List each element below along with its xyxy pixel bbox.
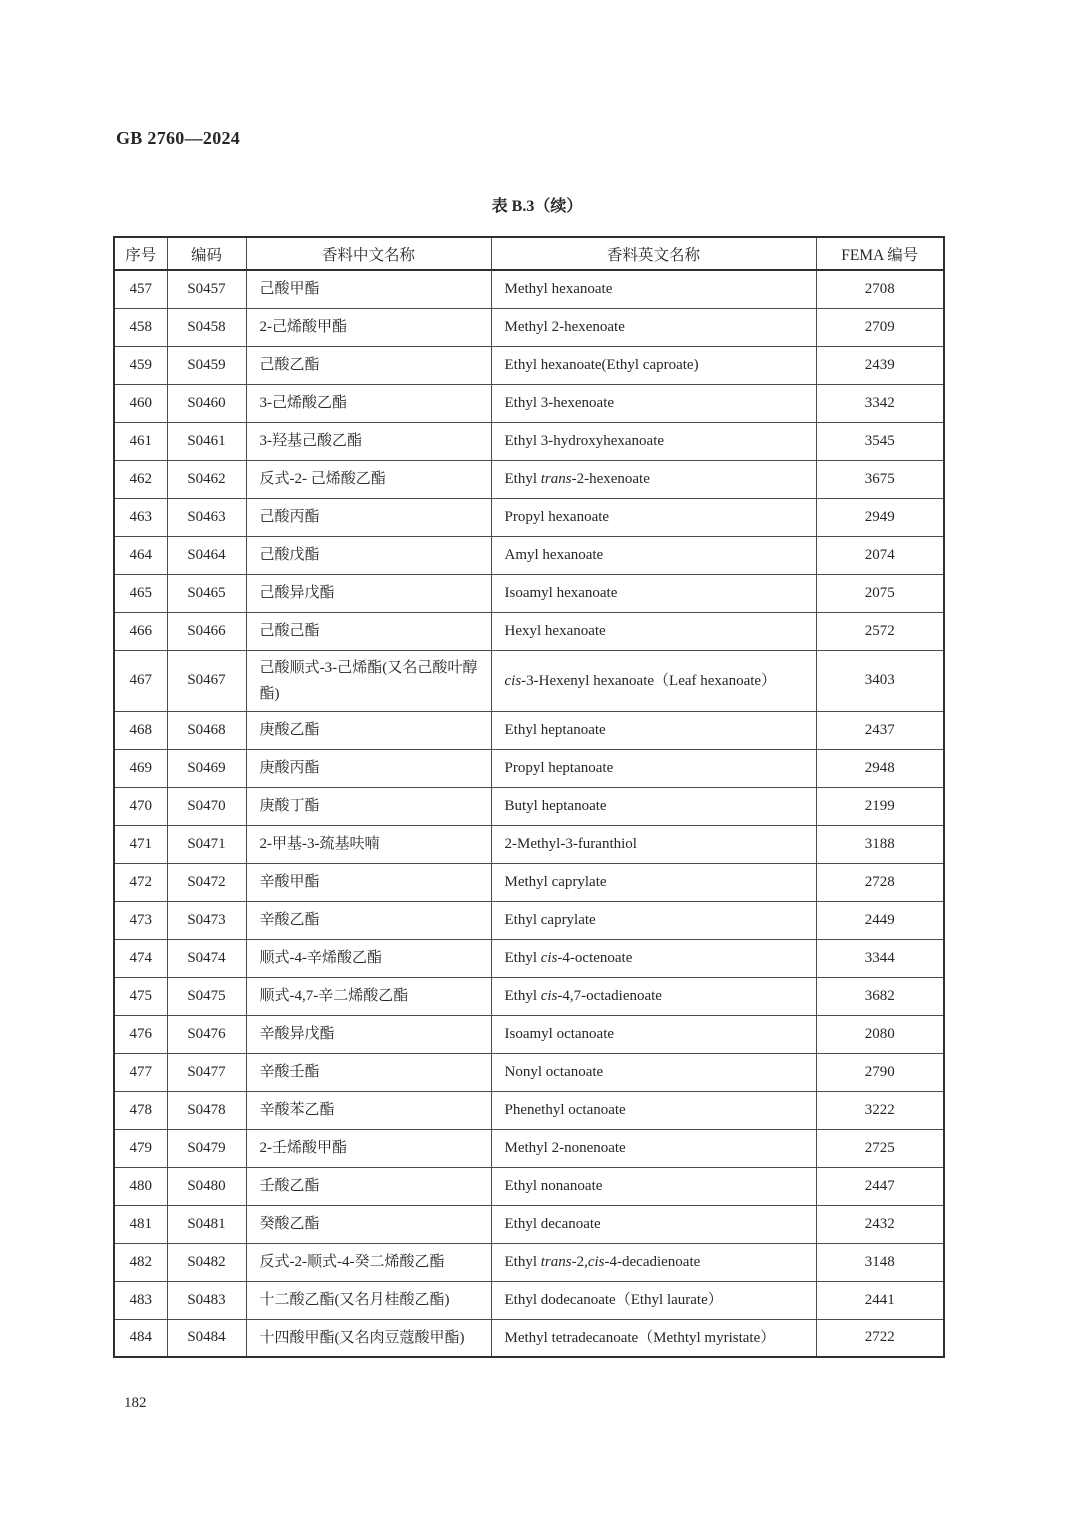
cell-en-name: Amyl hexanoate	[491, 536, 816, 574]
cell-code: S0469	[167, 749, 246, 787]
table-row	[114, 270, 944, 308]
cell-code: S0459	[167, 346, 246, 384]
header-cell-fema: FEMA 编号	[816, 237, 944, 270]
table-body	[114, 270, 944, 1357]
cell-serial: 479	[114, 1129, 167, 1167]
cell-serial: 466	[114, 612, 167, 650]
cell-code: S0465	[167, 574, 246, 612]
cell-fema: 3545	[816, 422, 944, 460]
cell-code: S0458	[167, 308, 246, 346]
cell-serial: 461	[114, 422, 167, 460]
cell-fema: 2075	[816, 574, 944, 612]
cell-code: S0461	[167, 422, 246, 460]
table-row	[114, 977, 944, 1015]
cell-en-name: Butyl heptanoate	[491, 787, 816, 825]
table-row	[114, 460, 944, 498]
cell-cn-name: 2-壬烯酸甲酯	[246, 1129, 491, 1167]
cell-cn-name: 庚酸乙酯	[246, 711, 491, 749]
cell-serial: 473	[114, 901, 167, 939]
cell-cn-name: 庚酸丙酯	[246, 749, 491, 787]
cell-code: S0480	[167, 1167, 246, 1205]
cell-serial: 469	[114, 749, 167, 787]
table-row	[114, 863, 944, 901]
cell-serial: 474	[114, 939, 167, 977]
table-header-row	[114, 237, 944, 270]
cell-cn-name: 己酸戊酯	[246, 536, 491, 574]
cell-code: S0466	[167, 612, 246, 650]
table-row	[114, 787, 944, 825]
table-row	[114, 1167, 944, 1205]
cell-code: S0476	[167, 1015, 246, 1053]
cell-serial: 457	[114, 270, 167, 308]
cell-cn-name: 顺式-4-辛烯酸乙酯	[246, 939, 491, 977]
table-row	[114, 346, 944, 384]
flavor-table	[113, 236, 945, 1358]
cell-en-name: Ethyl hexanoate(Ethyl caproate)	[491, 346, 816, 384]
cell-serial: 480	[114, 1167, 167, 1205]
header-cell-code: 编码	[167, 237, 246, 270]
table-row	[114, 422, 944, 460]
page-number: 182	[124, 1395, 147, 1411]
cell-code: S0478	[167, 1091, 246, 1129]
cell-en-name: Ethyl cis-4,7-octadienoate	[491, 977, 816, 1015]
header-cell-serial: 序号	[114, 237, 167, 270]
cell-serial: 482	[114, 1243, 167, 1281]
cell-serial: 470	[114, 787, 167, 825]
cell-fema: 2437	[816, 711, 944, 749]
cell-fema: 2949	[816, 498, 944, 536]
cell-code: S0474	[167, 939, 246, 977]
cell-serial: 462	[114, 460, 167, 498]
cell-fema: 2447	[816, 1167, 944, 1205]
cell-en-name: Ethyl dodecanoate（Ethyl laurate）	[491, 1281, 816, 1319]
table-row	[114, 1091, 944, 1129]
cell-fema: 3222	[816, 1091, 944, 1129]
table-row	[114, 939, 944, 977]
cell-en-name: Ethyl caprylate	[491, 901, 816, 939]
cell-cn-name: 反式-2-顺式-4-癸二烯酸乙酯	[246, 1243, 491, 1281]
table-row	[114, 308, 944, 346]
cell-fema: 2790	[816, 1053, 944, 1091]
cell-cn-name: 辛酸苯乙酯	[246, 1091, 491, 1129]
cell-serial: 463	[114, 498, 167, 536]
table-row	[114, 574, 944, 612]
cell-fema: 2572	[816, 612, 944, 650]
cell-cn-name: 3-己烯酸乙酯	[246, 384, 491, 422]
cell-en-name: Propyl hexanoate	[491, 498, 816, 536]
cell-fema: 2708	[816, 270, 944, 308]
cell-cn-name: 辛酸壬酯	[246, 1053, 491, 1091]
table-row	[114, 711, 944, 749]
cell-code: S0464	[167, 536, 246, 574]
table-title: 表 B.3（续）	[491, 198, 583, 215]
cell-serial: 464	[114, 536, 167, 574]
cell-serial: 458	[114, 308, 167, 346]
cell-en-name: Ethyl heptanoate	[491, 711, 816, 749]
cell-code: S0462	[167, 460, 246, 498]
cell-en-name: Ethyl trans-2,cis-4-decadienoate	[491, 1243, 816, 1281]
cell-cn-name: 3-羟基己酸乙酯	[246, 422, 491, 460]
cell-serial: 476	[114, 1015, 167, 1053]
cell-code: S0470	[167, 787, 246, 825]
cell-code: S0471	[167, 825, 246, 863]
cell-fema: 2074	[816, 536, 944, 574]
cell-code: S0482	[167, 1243, 246, 1281]
cell-fema: 2441	[816, 1281, 944, 1319]
cell-fema: 2432	[816, 1205, 944, 1243]
cell-code: S0468	[167, 711, 246, 749]
cell-cn-name: 顺式-4,7-辛二烯酸乙酯	[246, 977, 491, 1015]
cell-code: S0483	[167, 1281, 246, 1319]
table-row	[114, 1243, 944, 1281]
cell-code: S0479	[167, 1129, 246, 1167]
cell-en-name: Ethyl nonanoate	[491, 1167, 816, 1205]
cell-serial: 468	[114, 711, 167, 749]
cell-en-name: 2-Methyl-3-furanthiol	[491, 825, 816, 863]
table-row	[114, 1205, 944, 1243]
cell-en-name: Ethyl cis-4-octenoate	[491, 939, 816, 977]
cell-serial: 465	[114, 574, 167, 612]
cell-serial: 477	[114, 1053, 167, 1091]
cell-code: S0467	[167, 650, 246, 711]
cell-serial: 483	[114, 1281, 167, 1319]
header-cell-cn-name: 香料中文名称	[246, 237, 491, 270]
cell-en-name: Propyl heptanoate	[491, 749, 816, 787]
cell-fema: 2948	[816, 749, 944, 787]
cell-cn-name: 辛酸乙酯	[246, 901, 491, 939]
cell-code: S0473	[167, 901, 246, 939]
cell-cn-name: 十二酸乙酯(又名月桂酸乙酯)	[246, 1281, 491, 1319]
cell-serial: 472	[114, 863, 167, 901]
cell-fema: 3682	[816, 977, 944, 1015]
cell-cn-name: 己酸甲酯	[246, 270, 491, 308]
cell-cn-name: 十四酸甲酯(又名肉豆蔻酸甲酯)	[246, 1319, 491, 1357]
cell-en-name: Methyl hexanoate	[491, 270, 816, 308]
table-row	[114, 1053, 944, 1091]
table-row	[114, 612, 944, 650]
cell-en-name: Methyl 2-hexenoate	[491, 308, 816, 346]
cell-fema: 2722	[816, 1319, 944, 1357]
cell-fema: 2709	[816, 308, 944, 346]
cell-en-name: cis-3-Hexenyl hexanoate（Leaf hexanoate）	[491, 650, 816, 711]
flavor-table-container	[113, 236, 943, 1358]
cell-en-name: Isoamyl hexanoate	[491, 574, 816, 612]
table-row	[114, 536, 944, 574]
cell-fema: 2728	[816, 863, 944, 901]
cell-code: S0481	[167, 1205, 246, 1243]
cell-cn-name: 癸酸乙酯	[246, 1205, 491, 1243]
table-row	[114, 384, 944, 422]
cell-fema: 2080	[816, 1015, 944, 1053]
cell-fema: 3344	[816, 939, 944, 977]
table-row	[114, 901, 944, 939]
cell-en-name: Ethyl trans-2-hexenoate	[491, 460, 816, 498]
cell-serial: 475	[114, 977, 167, 1015]
cell-fema: 3675	[816, 460, 944, 498]
cell-fema: 2725	[816, 1129, 944, 1167]
cell-code: S0472	[167, 863, 246, 901]
cell-en-name: Nonyl octanoate	[491, 1053, 816, 1091]
table-row	[114, 1015, 944, 1053]
cell-cn-name: 辛酸异戊酯	[246, 1015, 491, 1053]
cell-en-name: Methyl 2-nonenoate	[491, 1129, 816, 1167]
table-row	[114, 1319, 944, 1357]
cell-en-name: Hexyl hexanoate	[491, 612, 816, 650]
cell-code: S0484	[167, 1319, 246, 1357]
cell-code: S0463	[167, 498, 246, 536]
cell-serial: 460	[114, 384, 167, 422]
cell-cn-name: 己酸丙酯	[246, 498, 491, 536]
table-row	[114, 498, 944, 536]
cell-cn-name: 庚酸丁酯	[246, 787, 491, 825]
cell-serial: 484	[114, 1319, 167, 1357]
cell-code: S0475	[167, 977, 246, 1015]
cell-fema: 2439	[816, 346, 944, 384]
cell-cn-name: 反式-2- 己烯酸乙酯	[246, 460, 491, 498]
cell-cn-name: 己酸乙酯	[246, 346, 491, 384]
cell-en-name: Ethyl decanoate	[491, 1205, 816, 1243]
cell-cn-name: 2-己烯酸甲酯	[246, 308, 491, 346]
table-row	[114, 1281, 944, 1319]
cell-cn-name: 己酸顺式-3-己烯酯(又名己酸叶醇酯)	[246, 650, 491, 711]
cell-cn-name: 己酸己酯	[246, 612, 491, 650]
cell-fema: 3403	[816, 650, 944, 711]
cell-fema: 3148	[816, 1243, 944, 1281]
cell-en-name: Isoamyl octanoate	[491, 1015, 816, 1053]
table-row	[114, 650, 944, 711]
cell-en-name: Methyl tetradecanoate（Methtyl myristate）	[491, 1319, 816, 1357]
cell-cn-name: 壬酸乙酯	[246, 1167, 491, 1205]
cell-en-name: Ethyl 3-hydroxyhexanoate	[491, 422, 816, 460]
cell-serial: 467	[114, 650, 167, 711]
cell-code: S0457	[167, 270, 246, 308]
table-row	[114, 749, 944, 787]
header-cell-en-name: 香料英文名称	[491, 237, 816, 270]
table-row	[114, 825, 944, 863]
cell-cn-name: 己酸异戊酯	[246, 574, 491, 612]
cell-fema: 2449	[816, 901, 944, 939]
cell-serial: 459	[114, 346, 167, 384]
cell-code: S0460	[167, 384, 246, 422]
cell-serial: 481	[114, 1205, 167, 1243]
cell-fema: 3342	[816, 384, 944, 422]
cell-serial: 471	[114, 825, 167, 863]
cell-en-name: Phenethyl octanoate	[491, 1091, 816, 1129]
cell-cn-name: 辛酸甲酯	[246, 863, 491, 901]
table-row	[114, 1129, 944, 1167]
cell-serial: 478	[114, 1091, 167, 1129]
cell-cn-name: 2-甲基-3-巯基呋喃	[246, 825, 491, 863]
cell-code: S0477	[167, 1053, 246, 1091]
cell-fema: 3188	[816, 825, 944, 863]
cell-fema: 2199	[816, 787, 944, 825]
doc-number: GB 2760—2024	[116, 128, 241, 148]
cell-en-name: Ethyl 3-hexenoate	[491, 384, 816, 422]
cell-en-name: Methyl caprylate	[491, 863, 816, 901]
